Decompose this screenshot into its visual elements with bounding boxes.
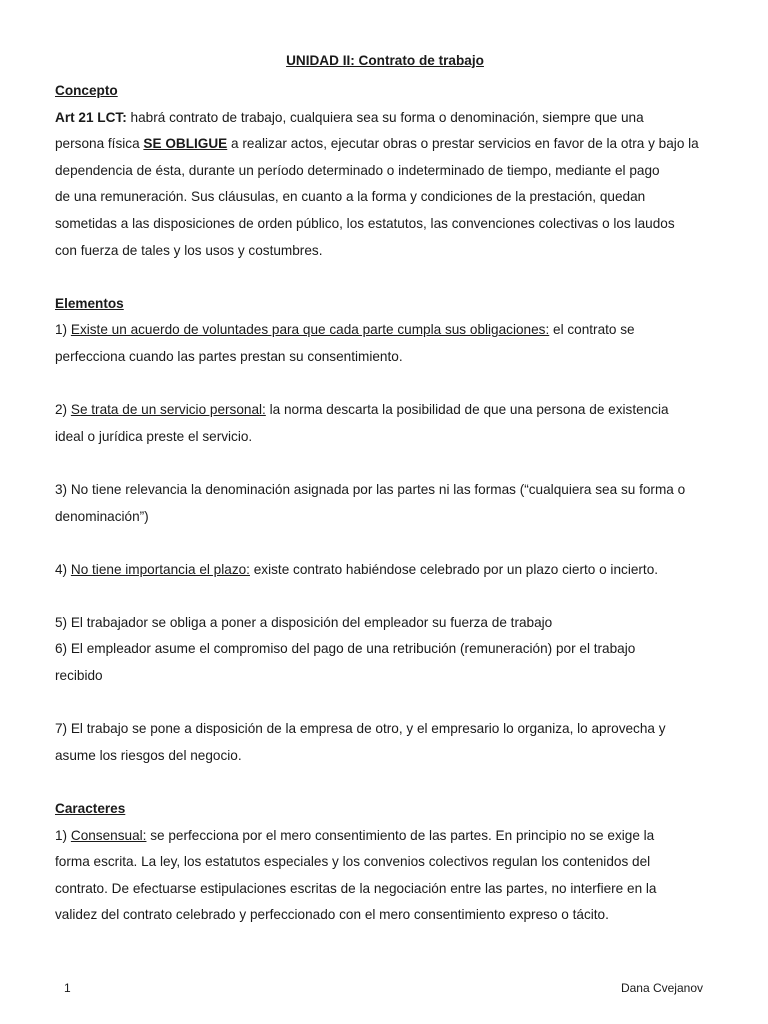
article-label: Art 21 LCT: bbox=[55, 109, 127, 125]
spacer bbox=[55, 769, 715, 796]
paragraph-line bbox=[55, 823, 715, 850]
paragraph-line bbox=[55, 131, 715, 158]
paragraph-line bbox=[55, 317, 715, 344]
paragraph-line: con fuerza de tales y los usos y costumbres. bbox=[55, 242, 323, 258]
paragraph-line: recibido bbox=[55, 668, 103, 684]
item-number: 1) bbox=[55, 322, 71, 338]
item-number: 4) bbox=[55, 561, 71, 577]
text-span: la norma descarta la posibilidad de que una persona de existencia bbox=[265, 402, 669, 418]
text-span: el contrato se bbox=[549, 322, 635, 338]
paragraph-line: perfecciona cuando las partes prestan su consentimiento. bbox=[55, 348, 403, 364]
paragraph-line: denominación”) bbox=[55, 508, 149, 524]
text-span: habrá contrato de trabajo, cualquiera sea su forma o denominación, siempre que una bbox=[126, 109, 644, 125]
document-title: UNIDAD II: Contrato de trabajo bbox=[286, 53, 484, 68]
paragraph-line: de una remuneración. Sus cláusulas, en cuanto a la forma y condiciones de la prestación, quedan bbox=[55, 189, 646, 205]
paragraph-line: 5) El trabajador se obliga a poner a disposición del empleador su fuerza de trabajo bbox=[55, 614, 553, 630]
paragraph-line: contrato. De efectuarse estipulaciones escritas de la negociación entre las partes, no interfiere en la bbox=[55, 880, 657, 896]
text-span: se perfecciona por el mero consentimiento de las partes. En principio no se exige la bbox=[146, 827, 655, 843]
item-number: 1) bbox=[55, 827, 71, 843]
document-page bbox=[55, 50, 715, 929]
page-number: 1 bbox=[64, 981, 71, 995]
underlined-text: Se trata de un servicio personal: bbox=[70, 402, 266, 418]
spacer bbox=[55, 371, 715, 398]
item-number: 2) bbox=[55, 402, 71, 418]
spacer bbox=[55, 690, 715, 717]
underlined-text: Existe un acuerdo de voluntades para que cada parte cumpla sus obligaciones: bbox=[70, 322, 550, 338]
paragraph-line: ideal o jurídica preste el servicio. bbox=[55, 428, 253, 444]
section-heading-concepto: Concepto bbox=[55, 83, 118, 98]
paragraph-line: forma escrita. La ley, los estatutos especiales y los convenios colectivos regulan los contenidos del bbox=[55, 854, 651, 870]
text-span: a realizar actos, ejecutar obras o prestar servicios en favor de la otra y bajo la bbox=[227, 136, 699, 152]
paragraph-line bbox=[55, 397, 715, 424]
section-heading-caracteres: Caracteres bbox=[55, 801, 126, 817]
paragraph-line: asume los riesgos del negocio. bbox=[55, 747, 242, 763]
paragraph-line: sometidas a las disposiciones de orden público, los estatutos, las convenciones colectivas o los laudos bbox=[55, 215, 675, 231]
spacer bbox=[55, 450, 715, 477]
paragraph-line: 6) El empleador asume el compromiso del pago de una retribución (remuneración) por el trabajo bbox=[55, 641, 636, 657]
page-footer bbox=[0, 978, 768, 998]
spacer bbox=[55, 583, 715, 610]
spacer bbox=[55, 530, 715, 557]
section-heading-elementos: Elementos bbox=[55, 295, 124, 311]
spacer bbox=[55, 264, 715, 291]
footer-author: Dana Cvejanov bbox=[620, 981, 703, 995]
paragraph-line: validez del contrato celebrado y perfeccionado con el mero consentimiento expreso o tácito. bbox=[55, 907, 609, 923]
paragraph-line bbox=[55, 105, 715, 132]
text-span: persona física bbox=[55, 136, 144, 152]
underlined-text: No tiene importancia el plazo: bbox=[70, 561, 250, 577]
paragraph-line: dependencia de ésta, durante un período determinado o indeterminado de tiempo, mediante el pago bbox=[55, 162, 660, 178]
underlined-text: Consensual: bbox=[70, 827, 147, 843]
emphasis-text: SE OBLIGUE bbox=[143, 136, 228, 152]
paragraph-line bbox=[55, 557, 715, 584]
text-span: existe contrato habiéndose celebrado por un plazo cierto o incierto. bbox=[249, 561, 659, 577]
paragraph-line: 7) El trabajo se pone a disposición de la empresa de otro, y el empresario lo organiza, lo aprovecha y bbox=[55, 721, 666, 737]
paragraph-line: 3) No tiene relevancia la denominación asignada por las partes ni las formas (“cualquiera sea su forma o bbox=[55, 481, 686, 497]
